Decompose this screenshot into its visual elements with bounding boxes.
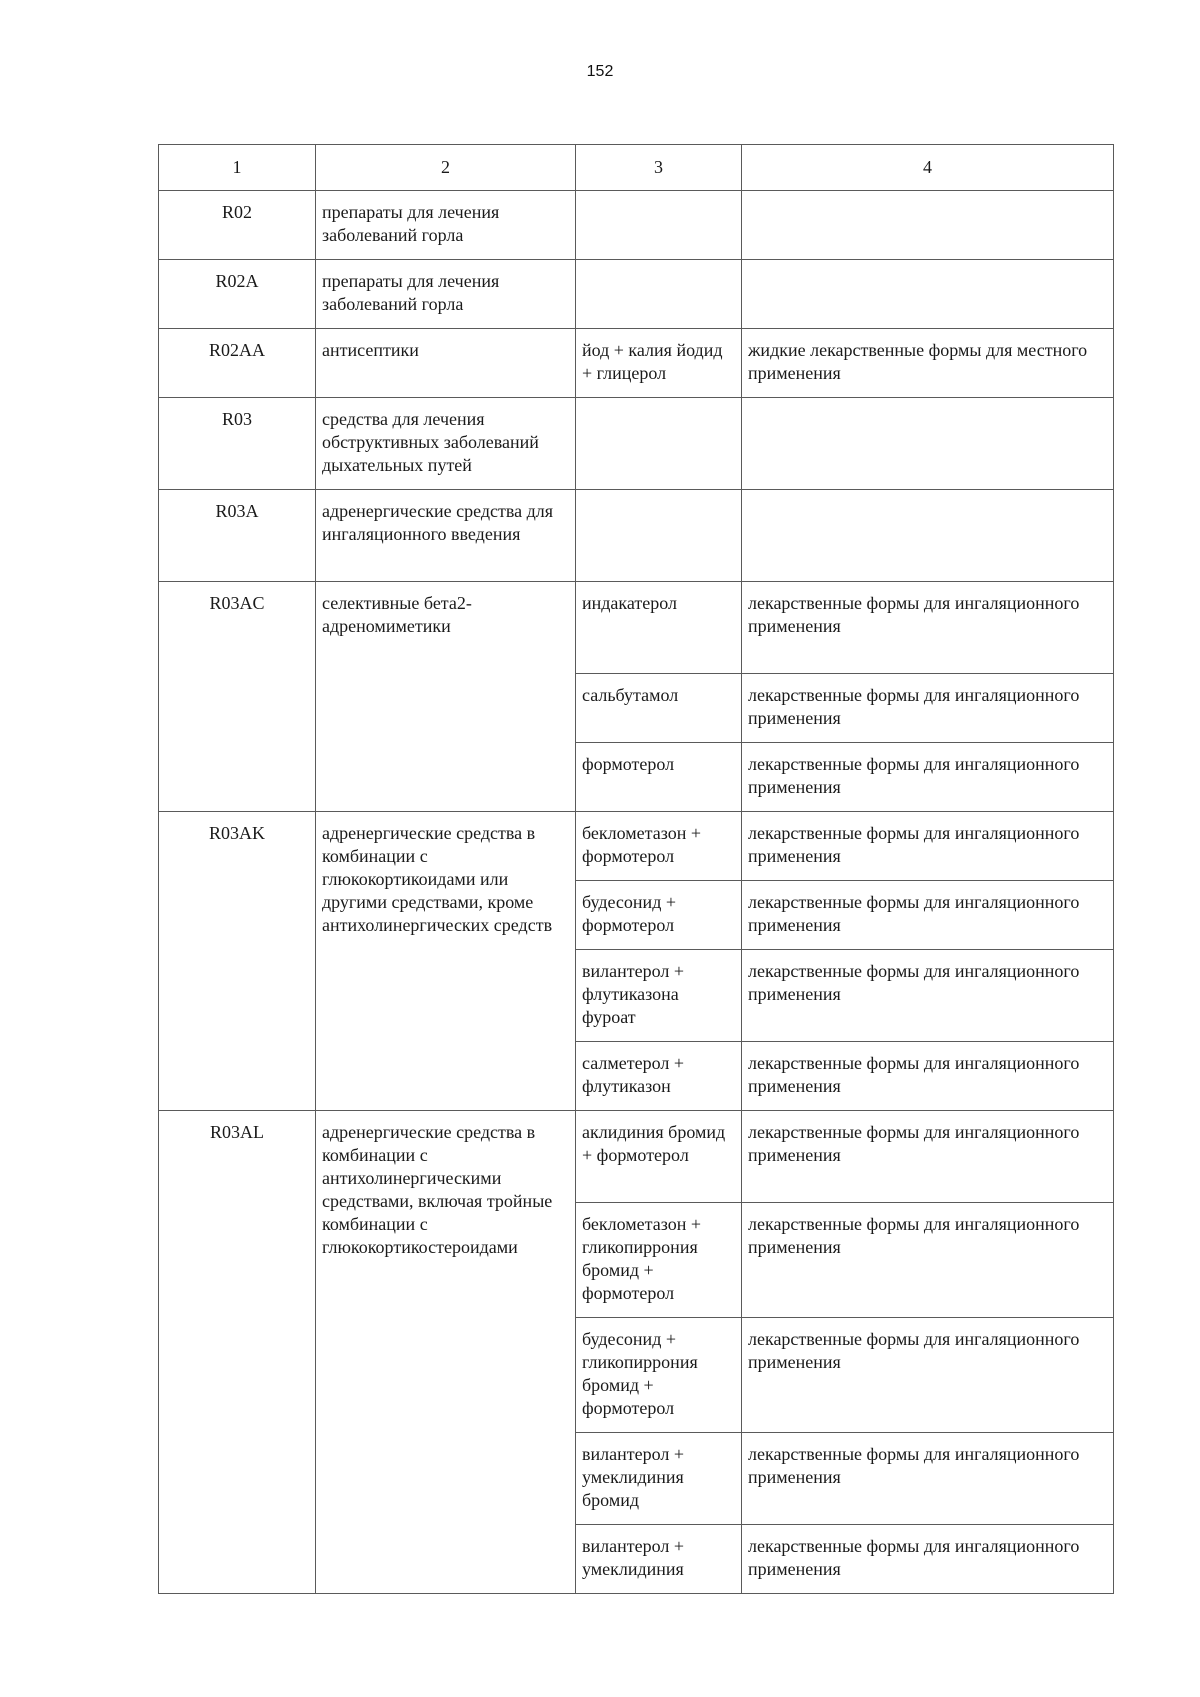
dosage-form: лекарственные формы для ингаляционного применения — [742, 674, 1114, 743]
header-col-2: 2 — [316, 145, 576, 191]
dosage-form: лекарственные формы для ингаляционного применения — [742, 582, 1114, 674]
dosage-form: лекарственные формы для ингаляционного применения — [742, 812, 1114, 881]
dosage-form — [742, 398, 1114, 490]
atc-code: R03AC — [159, 582, 316, 812]
table-header-row — [159, 145, 1114, 191]
dosage-form: лекарственные формы для ингаляционного применения — [742, 1203, 1114, 1318]
page-number: 152 — [586, 63, 614, 80]
drug-name: аклидиния бромид + формотерол — [576, 1111, 742, 1203]
dosage-form: лекарственные формы для ингаляционного применения — [742, 1111, 1114, 1203]
atc-group: препараты для лечения заболеваний горла — [316, 260, 576, 329]
atc-code: R03 — [159, 398, 316, 490]
dosage-form: жидкие лекарственные формы для местного применения — [742, 329, 1114, 398]
dosage-form — [742, 260, 1114, 329]
atc-code: R03AL — [159, 1111, 316, 1594]
table-row — [159, 1111, 1114, 1203]
atc-group: препараты для лечения заболеваний горла — [316, 191, 576, 260]
drug-name — [576, 490, 742, 582]
dosage-form: лекарственные формы для ингаляционного применения — [742, 950, 1114, 1042]
drug-name: будесонид + формотерол — [576, 881, 742, 950]
atc-group: адренергические средства в комбинации с антихолинергическими средствами, включая тройные комбинации с глюкокортикостероидами — [316, 1111, 576, 1594]
dosage-form: лекарственные формы для ингаляционного применения — [742, 1433, 1114, 1525]
table-row — [159, 329, 1114, 398]
table-row — [159, 191, 1114, 260]
table-row — [159, 260, 1114, 329]
drug-name: будесонид + гликопиррония бромид + формотерол — [576, 1318, 742, 1433]
dosage-form: лекарственные формы для ингаляционного применения — [742, 1525, 1114, 1594]
atc-group: антисептики — [316, 329, 576, 398]
header-col-3: 3 — [576, 145, 742, 191]
atc-code: R02AA — [159, 329, 316, 398]
drug-table — [158, 144, 1114, 1594]
drug-name: йод + калия йодид + глицерол — [576, 329, 742, 398]
drug-name — [576, 191, 742, 260]
dosage-form — [742, 490, 1114, 582]
drug-name: формотерол — [576, 743, 742, 812]
atc-group: средства для лечения обструктивных заболеваний дыхательных путей — [316, 398, 576, 490]
drug-name: вилантерол + умеклидиния — [576, 1525, 742, 1594]
drug-name: салметерол + флутиказон — [576, 1042, 742, 1111]
dosage-form: лекарственные формы для ингаляционного применения — [742, 1042, 1114, 1111]
atc-code: R02 — [159, 191, 316, 260]
dosage-form: лекарственные формы для ингаляционного применения — [742, 881, 1114, 950]
atc-group: селективные бета2-адреномиметики — [316, 582, 576, 812]
drug-name: индакатерол — [576, 582, 742, 674]
drug-name — [576, 260, 742, 329]
dosage-form: лекарственные формы для ингаляционного применения — [742, 1318, 1114, 1433]
drug-name — [576, 398, 742, 490]
header-col-1: 1 — [159, 145, 316, 191]
table-row — [159, 812, 1114, 881]
drug-name: сальбутамол — [576, 674, 742, 743]
header-col-4: 4 — [742, 145, 1114, 191]
atc-code: R02A — [159, 260, 316, 329]
atc-code: R03AK — [159, 812, 316, 1111]
drug-name: вилантерол + флутиказона фуроат — [576, 950, 742, 1042]
table-row — [159, 398, 1114, 490]
atc-group: адренергические средства для ингаляционного введения — [316, 490, 576, 582]
dosage-form — [742, 191, 1114, 260]
drug-name: вилантерол + умеклидиния бромид — [576, 1433, 742, 1525]
table-row — [159, 490, 1114, 582]
atc-code: R03A — [159, 490, 316, 582]
drug-name: беклометазон + гликопиррония бромид + формотерол — [576, 1203, 742, 1318]
drug-name: беклометазон + формотерол — [576, 812, 742, 881]
atc-group: адренергические средства в комбинации с глюкокортикоидами или другими средствами, кроме антихолинергических средств — [316, 812, 576, 1111]
dosage-form: лекарственные формы для ингаляционного применения — [742, 743, 1114, 812]
table-row — [159, 582, 1114, 674]
